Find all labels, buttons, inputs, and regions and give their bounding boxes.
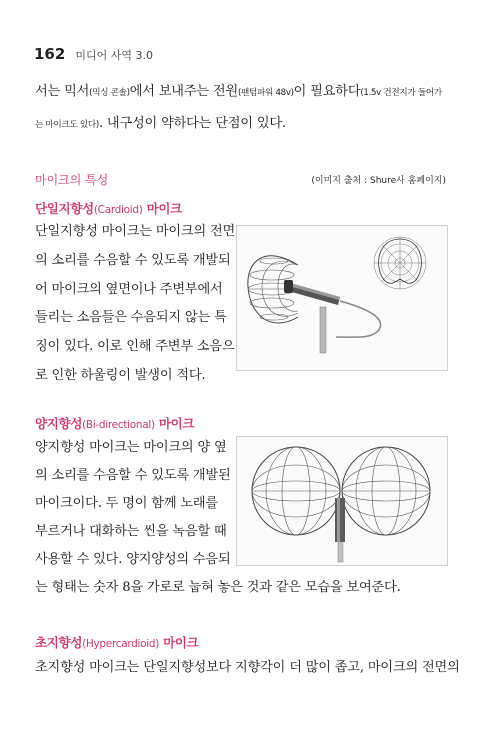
intro-text: 서는 믹서 [35, 84, 90, 99]
bidirectional-line: 양지향성 마이크는 마이크의 양 옆 [35, 440, 227, 455]
cardioid-line: 단일지향성 마이크는 마이크의 전면 [35, 224, 236, 239]
cardioid-line: 징이 있다. 이로 인해 주변부 소음으 [35, 339, 235, 354]
cardioid-line: 어 마이크의 옆면이나 주변부에서 [35, 282, 223, 297]
cardioid-line: 들리는 소음들은 수음되지 않는 특 [35, 310, 227, 325]
section-title: 마이크의 특성 [35, 173, 109, 187]
cardioid-microphone-figure [236, 225, 448, 371]
title-english: (Bi-directional) [82, 419, 155, 431]
bidirectional-line: 는 형태는 숫자 8을 가로로 눕혀 놓은 것과 같은 모습을 보여준다. [35, 580, 401, 595]
book-title: 미디어 사역 3.0 [75, 49, 154, 62]
hypercardioid-line: 초지향성 마이크는 단일지향성보다 지향각이 더 많이 좁고, 마이크의 전면의 [35, 660, 460, 675]
bidirectional-line: 마이크이다. 두 명이 함께 노래를 [35, 496, 218, 511]
intro-line-1 [35, 82, 442, 103]
page-header [34, 44, 153, 63]
title-english: (Hypercardioid) [82, 638, 160, 650]
intro-note: (믹싱 콘솔) [89, 88, 130, 98]
title-text: 마이크 [154, 416, 195, 431]
bidirectional-title [35, 414, 194, 432]
cardioid-line: 의 소리를 수음할 수 있도록 개발되 [35, 253, 231, 268]
title-text: 초지향성 [35, 635, 83, 650]
bidirectional-line: 사용할 수 있다. 양지양성의 수음되 [35, 552, 231, 567]
title-english: (Cardioid) [93, 204, 143, 216]
intro-line-2 [35, 114, 286, 135]
intro-note: (팬텀파워 48v) [238, 88, 294, 98]
cardioid-title [35, 199, 182, 217]
hypercardioid-title [35, 633, 198, 651]
page-number: 162 [34, 45, 66, 63]
title-text: 양지향성 [35, 416, 83, 431]
title-text: 단일지향성 [35, 201, 94, 216]
bidirectional-line: 의 소리를 수음할 수 있도록 개발된 [35, 468, 231, 483]
image-source: (이미지 출처 : Shure사 홈페이지) [311, 176, 446, 186]
cardioid-line: 로 인한 하울링이 발생이 적다. [35, 368, 206, 383]
bidirectional-line: 부르거나 대화하는 씬을 녹음할 때 [35, 524, 227, 539]
title-text: 마이크 [159, 635, 199, 650]
bidirectional-microphone-figure [236, 436, 448, 566]
title-text: 마이크 [142, 201, 182, 216]
intro-text: . 내구성이 약하다는 단점이 있다. [98, 116, 286, 131]
intro-note: 는 마이크도 있다) [35, 120, 99, 130]
intro-note: (1.5v 건전지가 들어가 [360, 88, 442, 98]
intro-text: 이 필요하다 [293, 84, 361, 99]
intro-text: 에서 보내주는 전원 [129, 84, 238, 99]
